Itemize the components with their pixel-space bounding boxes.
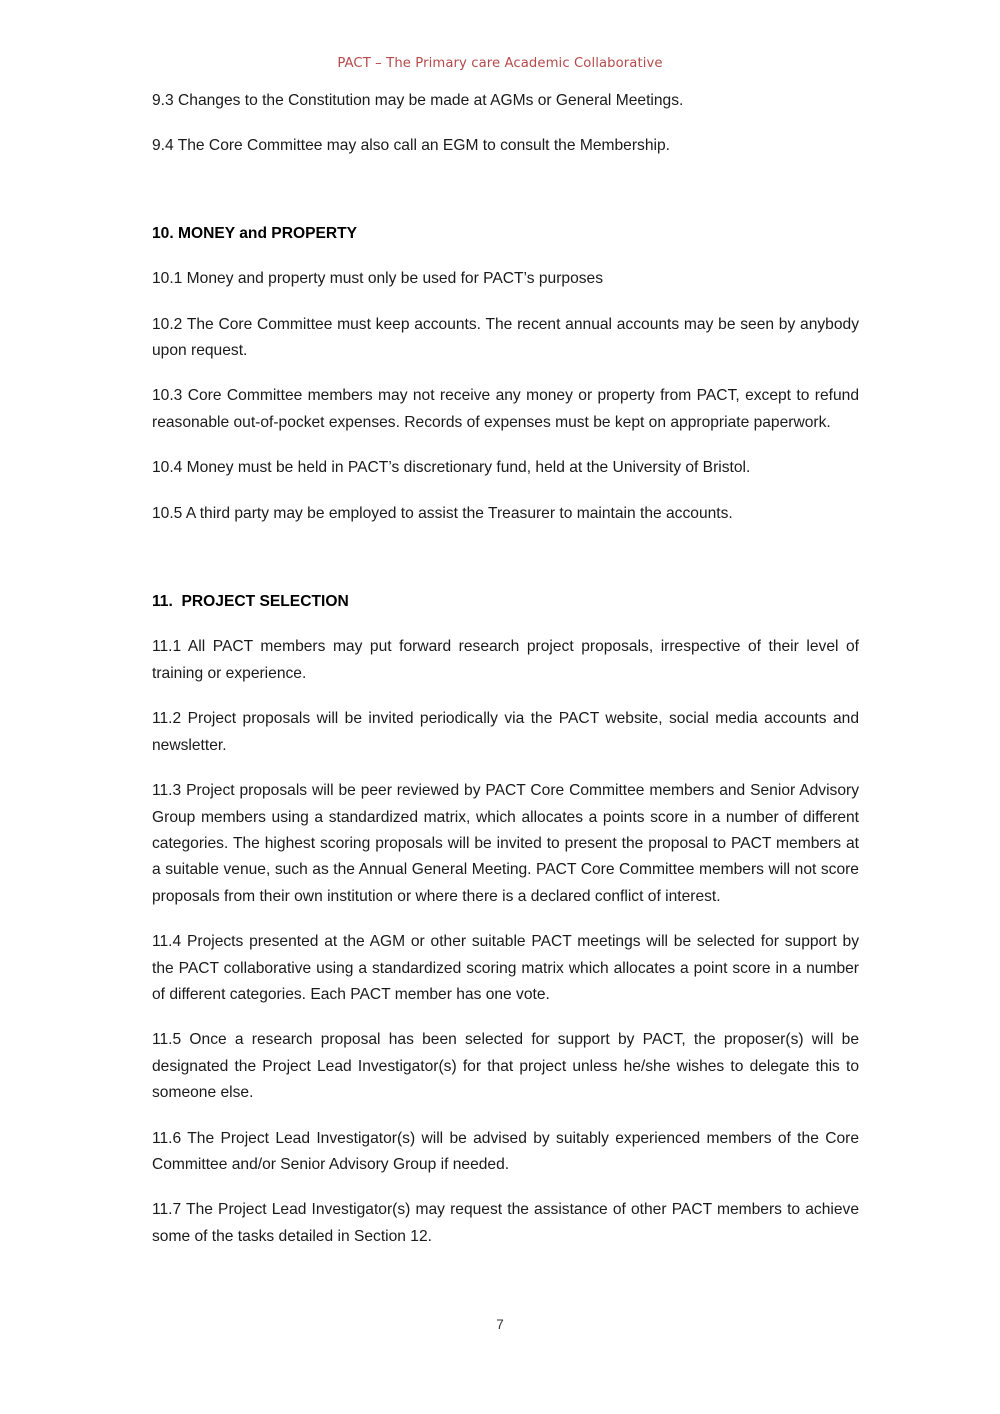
clause-10-4: 10.4 Money must be held in PACT’s discretionary fund, held at the University of Bristol. (152, 459, 751, 477)
clause-9-3: 9.3 Changes to the Constitution may be made at AGMs or General Meetings. (152, 92, 684, 109)
clause-11-5: 11.5 Once a research proposal has been selected for support by PACT, the proposer(s) will be designated the Project Lead Investigator(s) for that project unless he/she wishes to delegate this to someone else. (152, 1031, 859, 1102)
clause-10-2: 10.2 The Core Committee must keep accounts. The recent annual accounts may be seen by anybody upon request. (152, 315, 859, 360)
running-header: PACT – The Primary care Academic Collaborative (337, 56, 663, 71)
clause-11-7: 11.7 The Project Lead Investigator(s) may request the assistance of other PACT members to achieve some of the tasks detailed in Section 12. (152, 1201, 859, 1245)
clause-11-6: 11.6 The Project Lead Investigator(s) will be advised by suitably experienced members of the Core Committee and/or Senior Advisory Group if needed. (152, 1129, 859, 1173)
clause-11-2: 11.2 Project proposals will be invited periodically via the PACT website, social media accounts and newsletter. (152, 710, 859, 754)
clause-9-4: 9.4 The Core Committee may also call an EGM to consult the Membership. (152, 137, 670, 155)
document-body (152, 88, 859, 1269)
clause-11-3: 11.3 Project proposals will be peer reviewed by PACT Core Committee members and Senior Advisory Group members using a standardized matrix, which allocates a points score in a number of different categories. The highest scoring proposals will be invited to present the proposal to PACT members at a suitable venue, such as the Annual General Meeting. PACT Core Committee members will not score proposals from their own institution or where there is a declared conflict of interest. (152, 782, 859, 905)
clause-10-5: 10.5 A third party may be employed to assist the Treasurer to maintain the accounts. (152, 504, 733, 522)
clause-11-4: 11.4 Projects presented at the AGM or other suitable PACT meetings will be selected for support by the PACT collaborative using a standardized scoring matrix which allocates a point score in a number of different categories. Each PACT member has one vote. (152, 933, 859, 1003)
section-heading-11: 11. PROJECT SELECTION (152, 593, 349, 611)
clause-10-3: 10.3 Core Committee members may not receive any money or property from PACT, except to refund reasonable out-of-pocket expenses. Records of expenses must be kept on appropriate paperwork. (152, 387, 859, 431)
page-number: 7 (496, 1317, 504, 1332)
section-heading-10: 10. MONEY and PROPERTY (152, 224, 358, 242)
clause-11-1: 11.1 All PACT members may put forward research project proposals, irrespective of their level of training or experience. (152, 638, 859, 682)
clause-10-1: 10.1 Money and property must only be used for PACT’s purposes (152, 270, 604, 288)
